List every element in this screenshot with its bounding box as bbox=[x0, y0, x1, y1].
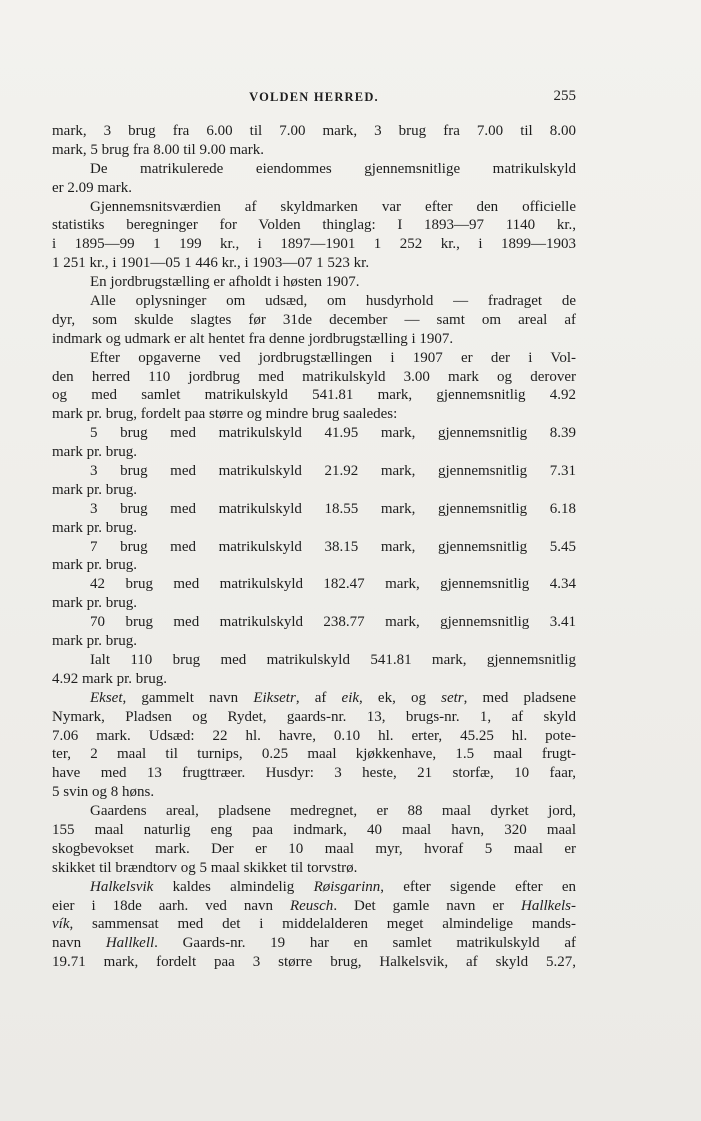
text-line bbox=[52, 122, 576, 141]
text-line bbox=[52, 349, 576, 368]
text-segment: statistiks beregninger for Volden thinglag: I 1893—97 1140 kr., bbox=[52, 217, 576, 234]
text-line bbox=[52, 689, 576, 708]
text-segment: De matrikulerede eiendommes gjennemsnitlige matrikulskyld bbox=[90, 160, 576, 177]
text-line bbox=[52, 519, 576, 538]
text-segment: ter, 2 maal til turnips, 0.25 maal kjøkkenhave, 1.5 maal frugt- bbox=[52, 746, 576, 763]
running-title: VOLDEN HERRED. bbox=[249, 90, 379, 104]
italic-term: Ekset bbox=[90, 689, 123, 706]
text-line bbox=[52, 368, 576, 387]
text-line bbox=[52, 405, 576, 424]
text-line bbox=[52, 575, 576, 594]
text-line bbox=[52, 840, 576, 859]
text-segment: have med 13 frugttræer. Husdyr: 3 heste, 21 storfæ, 10 faar, bbox=[52, 765, 576, 782]
text-segment: mark pr. brug. bbox=[52, 519, 137, 536]
italic-term: Eiksetr bbox=[253, 689, 296, 706]
text-segment: 155 maal naturlig eng paa indmark, 40 maal havn, 320 maal bbox=[52, 821, 576, 838]
text-segment: . Det gamle navn er bbox=[333, 897, 522, 914]
text-line bbox=[52, 594, 576, 613]
text-line bbox=[52, 160, 576, 179]
text-line bbox=[52, 235, 576, 254]
text-segment: og med samlet matrikulskyld 541.81 mark, gjennemsnitlig 4.92 bbox=[52, 387, 576, 404]
text-segment: , gammelt navn bbox=[122, 689, 254, 706]
text-segment: 7.06 mark. Udsæd: 22 hl. havre, 0.10 hl. erter, 45.25 hl. pote- bbox=[52, 727, 576, 744]
italic-term: vík bbox=[52, 916, 70, 933]
italic-term: Hallkels- bbox=[521, 897, 576, 914]
text-line bbox=[52, 330, 576, 349]
text-segment: , med pladsene bbox=[463, 689, 576, 706]
text-line bbox=[52, 859, 576, 878]
text-segment: er 2.09 mark. bbox=[52, 179, 132, 196]
text-segment: mark pr. brug. bbox=[52, 444, 137, 461]
text-segment: En jordbrugstælling er afholdt i høsten 1907. bbox=[90, 274, 360, 291]
text-line bbox=[52, 613, 576, 632]
text-segment: mark, 3 brug fra 6.00 til 7.00 mark, 3 brug fra 7.00 til 8.00 bbox=[52, 123, 576, 139]
text-segment: kaldes almindelig bbox=[153, 878, 314, 895]
text-segment: Nymark, Pladsen og Rydet, gaards-nr. 13, brugs-nr. 1, af skyld bbox=[52, 708, 576, 725]
text-line bbox=[52, 727, 576, 746]
text-segment: i 1895—99 1 199 kr., i 1897—1901 1 252 kr., i 1899—1903 bbox=[52, 236, 576, 253]
text-segment: 19.71 mark, fordelt paa 3 større brug, Halkelsvik, af skyld 5.27, bbox=[52, 954, 576, 971]
text-line bbox=[52, 481, 576, 500]
text-segment: Ialt 110 brug med matrikulskyld 541.81 mark, gjennemsnitlig bbox=[90, 651, 576, 668]
text-segment: mark pr. brug. bbox=[52, 633, 137, 650]
text-line bbox=[52, 273, 576, 292]
text-segment: , sammensat med det i middelalderen meget almindelige mands- bbox=[69, 916, 576, 933]
text-segment: 7 brug med matrikulskyld 38.15 mark, gjennemsnitlig 5.45 bbox=[90, 538, 576, 555]
text-segment: mark pr. brug. bbox=[52, 595, 137, 612]
text-line bbox=[52, 538, 576, 557]
text-line bbox=[52, 745, 576, 764]
text-segment: mark, 5 brug fra 8.00 til 9.00 mark. bbox=[52, 141, 265, 158]
text-segment: indmark og udmark er alt hentet fra denne jordbrugstælling i 1907. bbox=[52, 330, 454, 347]
text-line bbox=[52, 292, 576, 311]
text-segment: 4.92 mark pr. brug. bbox=[52, 670, 167, 687]
text-line bbox=[52, 254, 576, 273]
text-segment: dyr, som skulde slagtes før 31de december — samt om areal af bbox=[52, 311, 576, 328]
text-segment: 5 svin og 8 høns. bbox=[52, 784, 155, 801]
text-segment: 3 brug med matrikulskyld 18.55 mark, gjennemsnitlig 6.18 bbox=[90, 500, 576, 517]
text-line bbox=[52, 670, 576, 689]
text-line bbox=[52, 708, 576, 727]
text-segment: eier i 18de aarh. ved navn bbox=[52, 897, 290, 914]
italic-term: eik bbox=[341, 689, 360, 706]
text-segment: Efter opgaverne ved jordbrugstællingen i 1907 er der i Vol- bbox=[90, 349, 576, 366]
italic-term: Røisgarinn bbox=[313, 878, 381, 895]
text-segment: skikket til brændtorv og 5 maal skikket til torvstrø. bbox=[52, 859, 358, 876]
text-line bbox=[52, 934, 576, 953]
text-line bbox=[52, 783, 576, 802]
page-number: 255 bbox=[553, 88, 576, 104]
body-text bbox=[52, 122, 576, 972]
text-line bbox=[52, 500, 576, 519]
italic-term: Halkelsvik bbox=[90, 878, 154, 895]
text-segment: . Gaards-nr. 19 har en samlet matrikulskyld af bbox=[154, 935, 576, 952]
text-segment: 70 brug med matrikulskyld 238.77 mark, gjennemsnitlig 3.41 bbox=[90, 614, 576, 631]
text-line bbox=[52, 424, 576, 443]
italic-term: Hallkell bbox=[105, 935, 155, 952]
text-line bbox=[52, 462, 576, 481]
text-segment: 5 brug med matrikulskyld 41.95 mark, gjennemsnitlig 8.39 bbox=[90, 425, 576, 442]
text-segment: mark pr. brug. bbox=[52, 481, 137, 498]
text-segment: , af bbox=[295, 689, 342, 706]
text-line bbox=[52, 915, 576, 934]
text-line bbox=[52, 198, 576, 217]
text-line bbox=[52, 386, 576, 405]
text-segment: , efter sigende efter en bbox=[380, 878, 576, 895]
text-segment: mark pr. brug. bbox=[52, 557, 137, 574]
text-segment: Gaardens areal, pladsene medregnet, er 88 maal dyrket jord, bbox=[90, 803, 576, 820]
text-line bbox=[52, 764, 576, 783]
text-segment: Alle oplysninger om udsæd, om husdyrhold — fradraget de bbox=[90, 293, 576, 310]
text-line bbox=[52, 953, 576, 972]
italic-term: setr bbox=[441, 689, 464, 706]
text-segment: den herred 110 jordbrug med matrikulskyld 3.00 mark og derover bbox=[52, 368, 576, 385]
text-segment: skogbevokset mark. Der er 10 maal myr, hvoraf 5 maal er bbox=[52, 840, 576, 857]
text-line bbox=[52, 556, 576, 575]
italic-term: Reusch bbox=[289, 897, 334, 914]
text-line bbox=[52, 897, 576, 916]
text-line bbox=[52, 179, 576, 198]
text-segment: Gjennemsnitsværdien af skyldmarken var efter den officielle bbox=[90, 198, 576, 215]
text-line bbox=[52, 878, 576, 897]
text-line bbox=[52, 311, 576, 330]
text-segment: 42 brug med matrikulskyld 182.47 mark, gjennemsnitlig 4.34 bbox=[90, 576, 576, 593]
text-line bbox=[52, 216, 576, 235]
text-line bbox=[52, 651, 576, 670]
text-segment: 3 brug med matrikulskyld 21.92 mark, gjennemsnitlig 7.31 bbox=[90, 463, 576, 480]
text-segment: navn bbox=[52, 935, 106, 952]
text-segment: mark pr. brug, fordelt paa større og mindre brug saaledes: bbox=[52, 406, 398, 423]
text-line bbox=[52, 821, 576, 840]
text-line bbox=[52, 632, 576, 651]
text-segment: , ek, og bbox=[359, 689, 442, 706]
text-line bbox=[52, 443, 576, 462]
text-line bbox=[52, 802, 576, 821]
text-line bbox=[52, 141, 576, 160]
text-segment: 1 251 kr., i 1901—05 1 446 kr., i 1903—07 1 523 kr. bbox=[52, 255, 370, 272]
running-head bbox=[52, 88, 576, 108]
